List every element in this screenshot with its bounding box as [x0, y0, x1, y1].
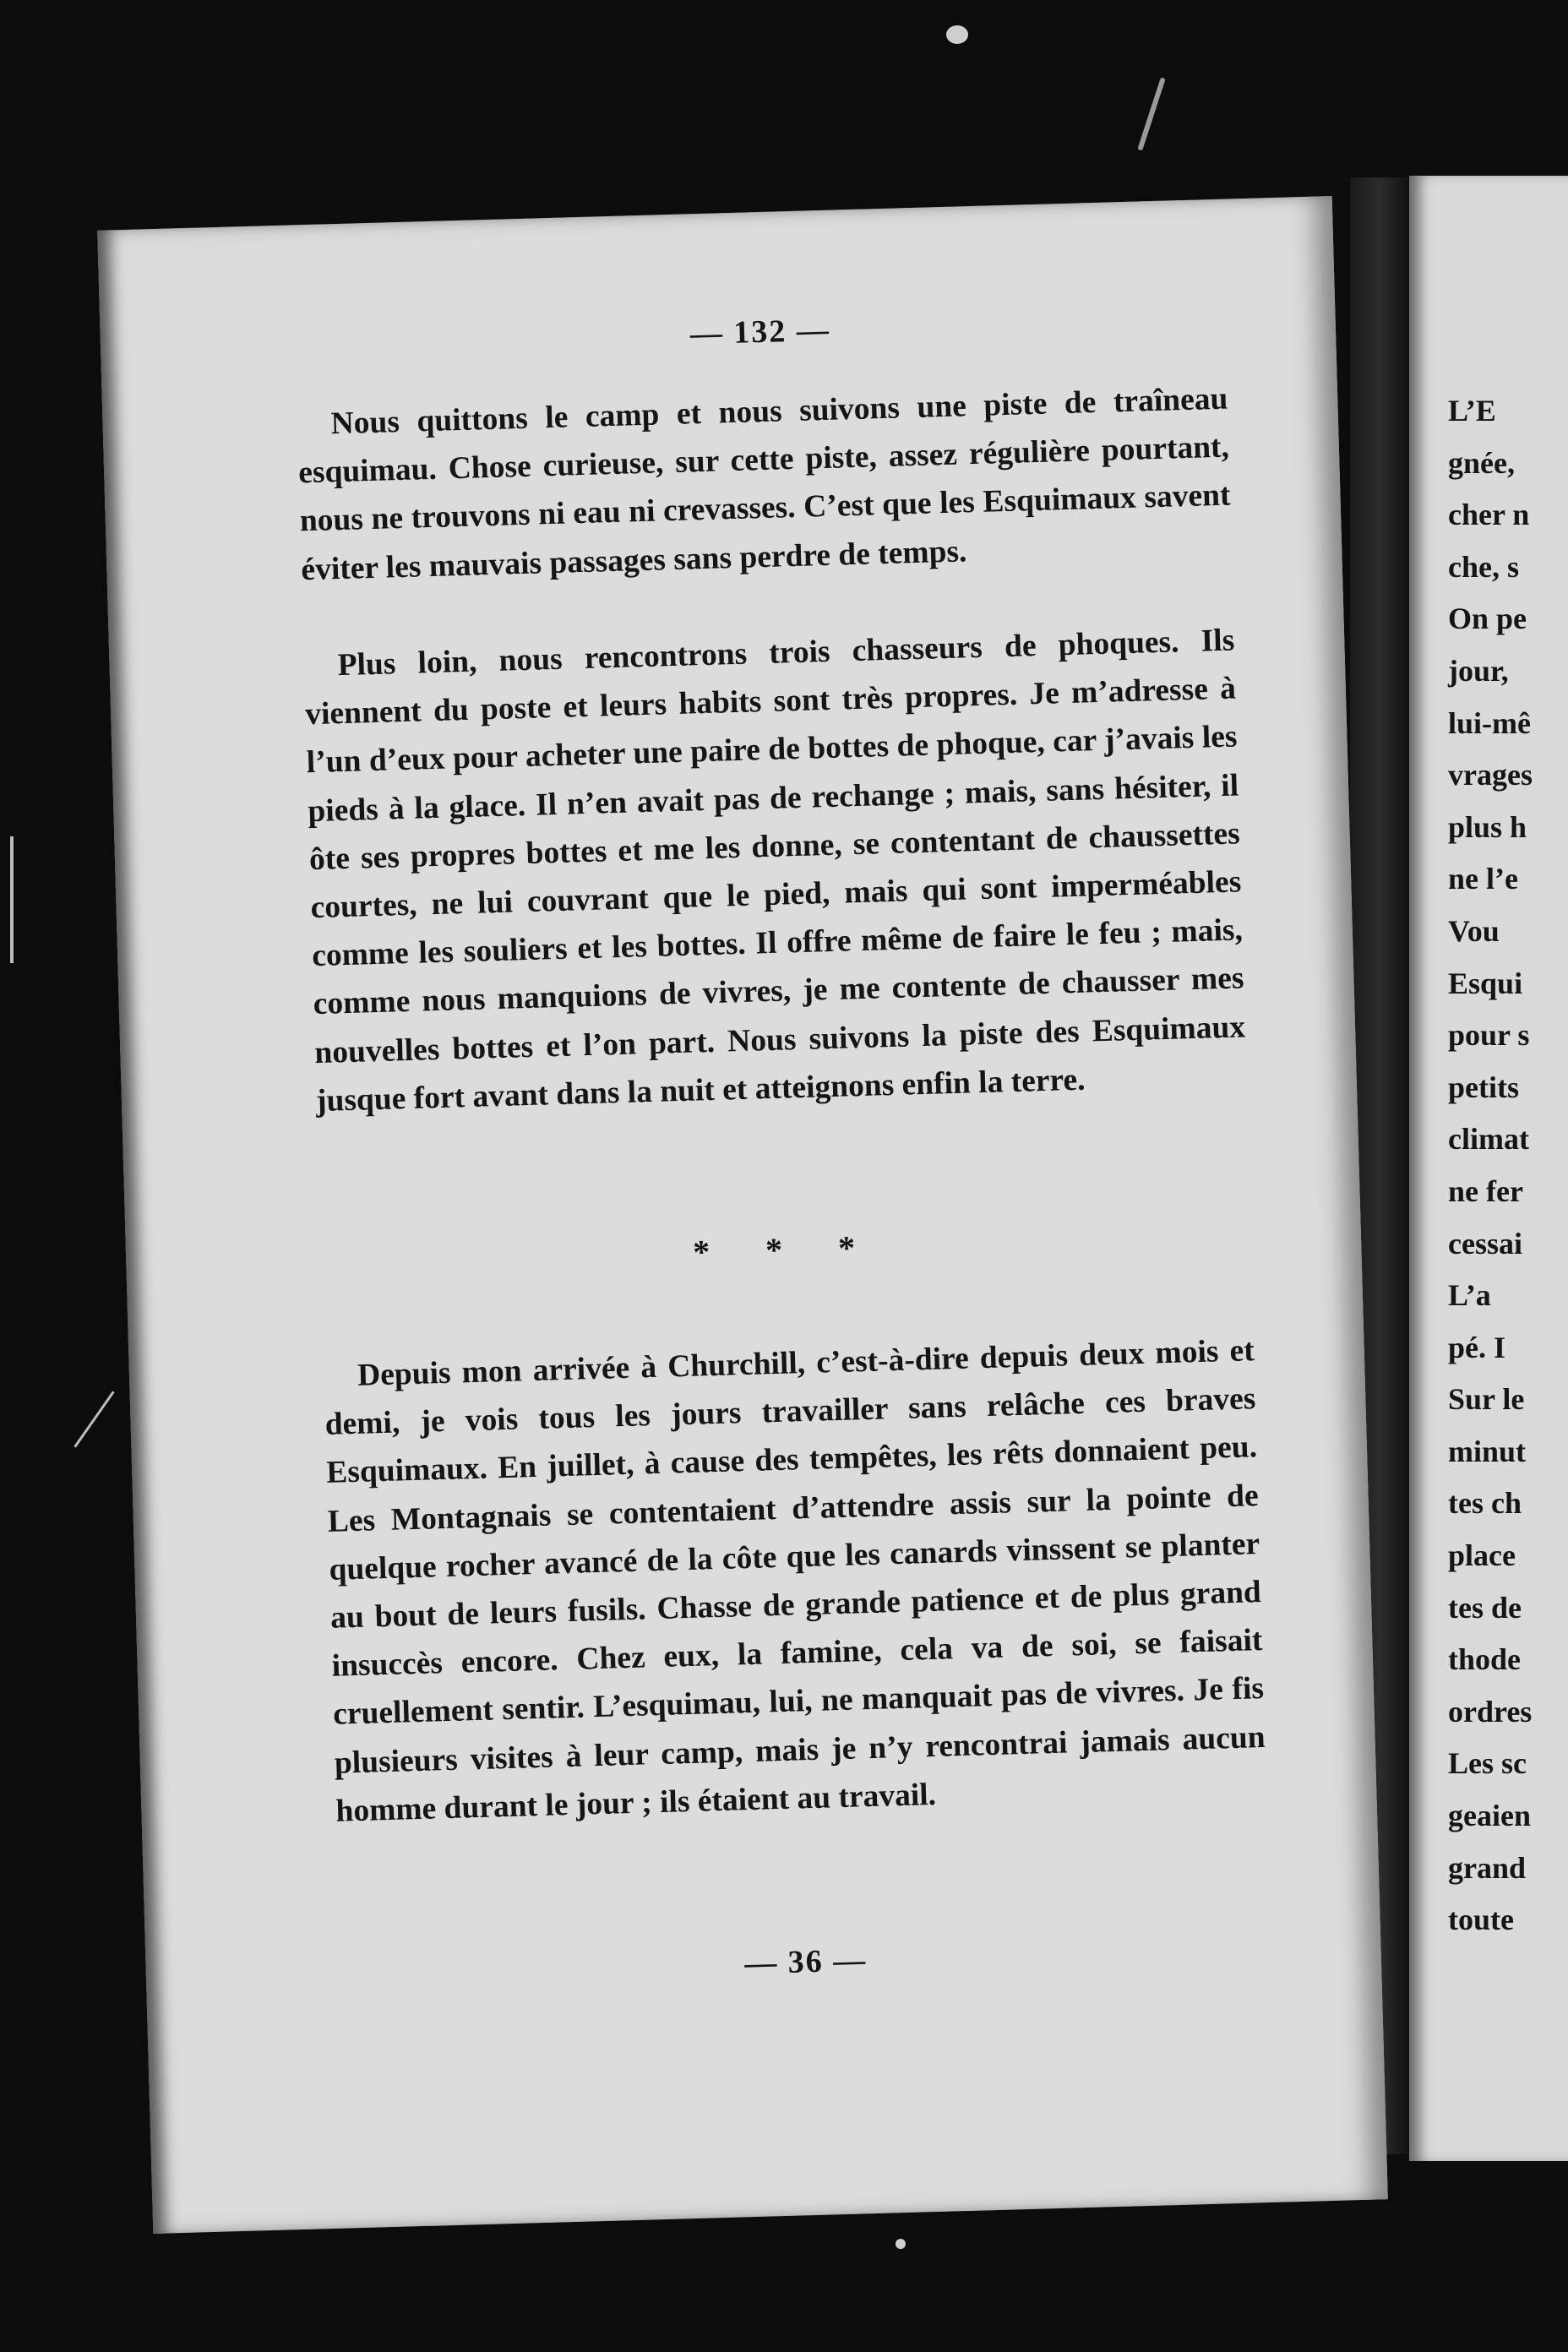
left-page-text-block: [291, 199, 1278, 2229]
paragraph: Plus loin, nous rencontrons trois chasseurs de phoques. Ils viennent du poste et leurs habits sont très propres. Je m’adresse à l’un d’eux pour acheter une paire de bottes de phoque, car j’avais les pieds à la glace. Il n’en avait pas de rechange ; mais, sans hésiter, il ôte ses propres bottes et me les donne, se contentant de chaussettes courtes, ne lui couvrant que le pied, mais qui sont imperméables comme les souliers et les bottes. Il offre même de faire le feu ; mais, comme nous manquions de vivres, je me contente de chausser mes nouvelles bottes et l’on part. Nous suivons la piste des Esquimaux jusque fort avant dans la nuit et atteignons enfin la terre.: [304, 623, 1246, 1119]
right-line: Vou: [1448, 913, 1500, 948]
right-line: ne fer: [1448, 1173, 1523, 1208]
right-line: gnée,: [1448, 445, 1515, 480]
right-line: grand: [1448, 1850, 1527, 1885]
right-line: lui-mê: [1448, 705, 1531, 740]
right-line: cessai: [1448, 1226, 1522, 1260]
right-line: Les sc: [1448, 1746, 1527, 1781]
right-line: ne l’e: [1448, 862, 1518, 896]
right-line: climat: [1448, 1122, 1529, 1157]
right-line: pour s: [1448, 1018, 1530, 1053]
right-line: minut: [1448, 1434, 1527, 1468]
right-line: thode: [1448, 1642, 1522, 1677]
right-line: Esqui: [1448, 966, 1523, 1000]
dust-speck: [946, 25, 968, 44]
right-line: place: [1448, 1538, 1516, 1573]
right-line: jour,: [1448, 653, 1509, 688]
edge-mark: [10, 836, 14, 963]
paragraph: Depuis mon arrivée à Churchill, c’est-à-dire depuis deux mois et demi, je vois tous les jours travailler sans relâche ces braves Esquimaux. En juillet, à cause des tempêtes, les rêts donnaient peu. Les Montagnais se contentaient d’attendre assis sur la pointe de quelque rocher avancé de la côte que les canards vinssent se planter au bout de leurs fusils. Chasse de grande patience et de plus grand insuccès encore. Chez eux, la famine, cela va de soi, se faisait cruellement sentir. L’esquimau, lui, ne manquait pas de vivres. Je fis plusieurs visites à leur camp, mais je n’y rencontrai jamais aucun homme durant le jour ; ils étaient au travail.: [324, 1333, 1266, 1829]
edge-mark: [74, 1391, 114, 1447]
right-line: L’E: [1448, 394, 1496, 427]
right-line: pé. I: [1448, 1330, 1506, 1364]
right-page: [1409, 176, 1568, 2161]
right-line: L’a: [1448, 1278, 1491, 1313]
right-line: Sur le: [1448, 1382, 1525, 1417]
right-page-text: [1448, 385, 1533, 1946]
right-line: plus h: [1448, 809, 1527, 844]
right-line: vrages: [1448, 758, 1533, 792]
right-line: ordres: [1448, 1694, 1533, 1729]
page-number-bottom: — 36 —: [743, 1942, 868, 1982]
right-line: On pe: [1448, 602, 1527, 636]
page-number-top: — 132 —: [689, 312, 831, 352]
right-line: cher n: [1448, 498, 1530, 532]
dust-speck: [896, 2239, 906, 2249]
section-separator: * * *: [692, 1228, 879, 1271]
right-line: tes de: [1448, 1590, 1522, 1625]
right-line: tes ch: [1448, 1486, 1522, 1521]
dust-mark: [1137, 77, 1166, 150]
right-line: toute: [1448, 1903, 1514, 1937]
right-line: che, s: [1448, 549, 1519, 584]
paragraph: Nous quittons le camp et nous suivons une piste de traîneau esquimau. Chose curieuse, sur cette piste, assez régulière pourtant, nous ne trouvons ni eau ni crevasses. C’est que les Esquimaux savent éviter les mauvais passages sans perdre de temps.: [297, 381, 1232, 587]
right-line: geaien: [1448, 1799, 1531, 1833]
right-line: petits: [1448, 1070, 1519, 1104]
left-page: [97, 196, 1388, 2234]
